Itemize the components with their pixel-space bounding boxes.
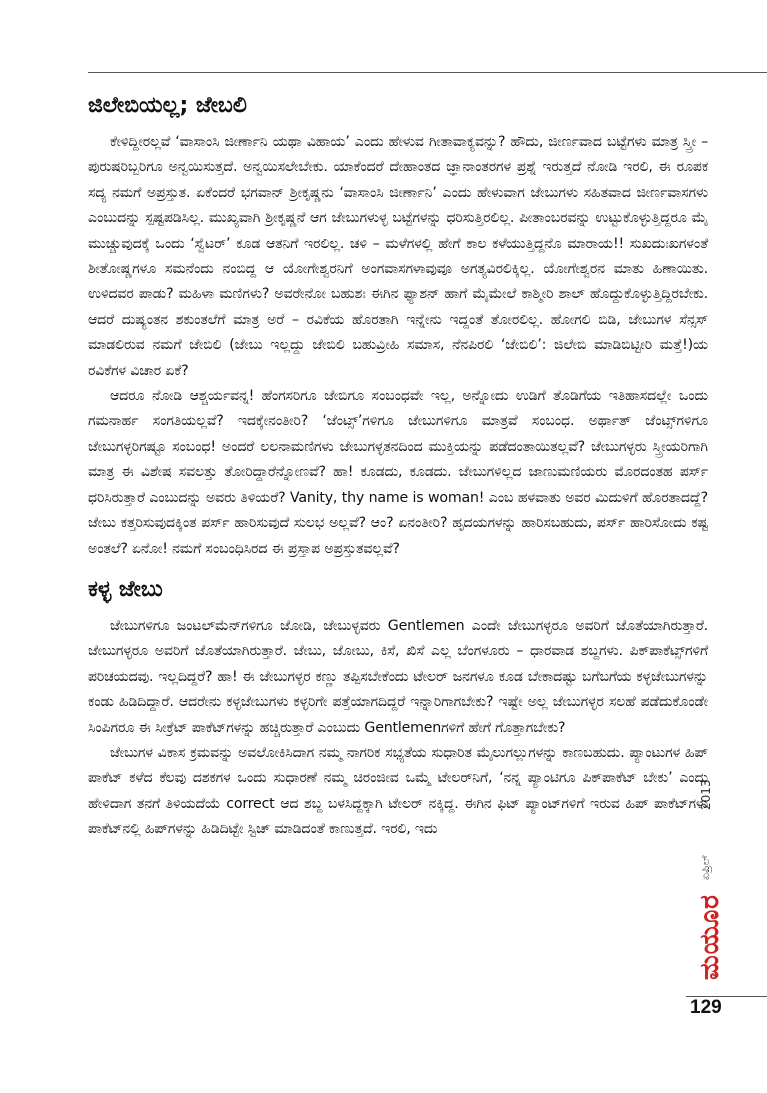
magazine-logo: ಮಯೂರ: [695, 894, 725, 980]
section-heading-jelebi: ಜಿಲೇಬಿಯಲ್ಲ; ಜೇಬಲಿ: [88, 93, 247, 118]
paragraph-4: ಜೇಬುಗಳ ವಿಕಾಸ ಕ್ರಮವನ್ನು ಅವಲೋಕಿಸಿದಾಗ ನಮ್ಮ ನಾಗರಿಕ ಸಭ್ಯತೆಯ ಸುಧಾರಿತ ಮೈಲುಗಲ್ಲುಗಳನ್ನು ಕಾಣಬಹುದು. ಪ್ಯಾಂಟುಗಳ ಹಿಪ್ ಪಾಕೆಟ್ ಕಳೆದ ಕೆಲವು ದಶಕಗಳ ಒಂದು ಸುಧಾರಣೆ ನಮ್ಮ ಚಿರಂಜೀವ ಒಮ್ಮೆ ಟೇಲರ್‌ನಿಗೆ, ‘ನನ್ನ ಪ್ಯಾಂಟಿಗೂ ಪಿಕ್‌ಪಾಕೆಟ್ ಬೇಕು’ ಎಂದು ಹೇಳಿದಾಗ ತನಗೆ ತಿಳಿಯದೆಯೆ correct ಆದ ಶಬ್ದ ಬಳಸಿದ್ದಕ್ಕಾಗಿ ಟೇಲರ್ ನಕ್ಕಿದ್ದ. ಈಗಿನ ಫಿಟ್ ಪ್ಯಾಂಟ್‌ಗಳಿಗೆ ಇರುವ ಹಿಪ್ ಪಾಕೆಟ್‌ಗಳು ಪಾಕೆಟ್‌ನಲ್ಲಿ ಹಿಪ್‌ಗಳನ್ನು ಹಿಡಿದಿಟ್ಟೇ ಸ್ಟಿಚ್ ಮಾಡಿದಂತೆ ಕಾಣುತ್ತದೆ. ಇರಲಿ, ಇದು: [88, 744, 708, 838]
magazine-sidebar: [693, 780, 723, 980]
page-number: 129: [690, 997, 722, 1018]
issue-month: ಏಪ್ರಿಲ್: [699, 854, 712, 880]
top-rule: [88, 72, 767, 73]
paragraph-1: ಕೇಳಿದ್ದೀರಲ್ಲವೆ ‘ವಾಸಾಂಸಿ ಜೀರ್ಣಾನಿ ಯಥಾ ವಿಹಾಯ’ ಎಂದು ಹೇಳುವ ಗೀತಾವಾಕ್ಯವನ್ನು? ಹೌದು, ಜೀರ್ಣವಾದ ಬಟ್ಟೆಗಳು ಮಾತ್ರ ಸ್ತ್ರೀ – ಪುರುಷರಿಬ್ಬರಿಗೂ ಅನ್ವಯಿಸುತ್ತದೆ. ಅನ್ವಯಿಸಲೇಬೇಕು. ಯಾಕೆಂದರೆ ದೇಹಾಂತದ ಜ್ಞಾನಾಂತರಗಳ ಪ್ರಶ್ನೆ ಇರುತ್ತದೆ ನೋಡಿ ಇರಲಿ, ಈ ರೂಪಕ ಸದ್ಯ ನಮಗೆ ಅಪ್ರಸ್ತುತ. ಏಕೆಂದರೆ ಭಗವಾನ್ ಶ್ರೀಕೃಷ್ಣನು ‘ವಾಸಾಂಸಿ ಜೀರ್ಣಾನಿ’ ಎಂದು ಹೇಳುವಾಗ ಜೇಬುಗಳು ಸಹಿತವಾದ ಜೀರ್ಣವಾಸಗಳು ಎಂಬುದನ್ನು ಸ್ಪಷ್ಟಪಡಿಸಿಲ್ಲ. ಮುಖ್ಯವಾಗಿ ಶ್ರೀಕೃಷ್ಣನೆ ಆಗ ಜೇಬುಗಳುಳ್ಳ ಬಟ್ಟೆಗಳನ್ನು ಧರಿಸುತ್ತಿರಲಿಲ್ಲ. ಪೀತಾಂಬರವನ್ನು ಉಟ್ಟುಕೊಳ್ಳುತ್ತಿದ್ದರೂ ಮೈ ಮುಚ್ಚುವುದಕ್ಕೆ ಒಂದು ‘ಸ್ವೆಟರ್’ ಕೂಡ ಆತನಿಗೆ ಇರಲಿಲ್ಲ. ಚಳಿ – ಮಳೆಗಳಲ್ಲಿ ಹೇಗೆ ಕಾಲ ಕಳೆಯುತ್ತಿದ್ದನೊ ಮಾರಾಯ!! ಸುಖದುಃಖಗಳಂತೆ ಶೀತೋಷ್ಣಗಳೂ ಸಮನೆಂದು ನಂಬಿದ್ದ ಆ ಯೋಗೇಶ್ವರನಿಗೆ ಅಂಗವಾಸಗಳಾವುವೂ ಅಗತ್ಯವಿರಲಿಕ್ಕಿಲ್ಲ. ಯೋಗೇಶ್ವರನ ಮಾತು ಹಿಣಾಯಿತು. ಉಳಿದವರ ಪಾಡು? ಮಹಿಳಾ ಮಣಿಗಳು? ಅವರೇನೋ ಬಹುಶಃ ಈಗಿನ ಫ್ಯಾಶನ್ ಹಾಗೆ ಮೈಮೇಲೆ ಕಾಶ್ಮೀರಿ ಶಾಲ್ ಹೊದ್ದುಕೊಳ್ಳುತ್ತಿದ್ದಿರಬೇಕು. ಆದರೆ ದುಷ್ಯಂತನ ಶಕುಂತಲೆಗೆ ಮಾತ್ರ ಅರೆ – ರವಿಕೆಯ ಹೊರತಾಗಿ ಇನ್ನೇನು ಇದ್ದಂತೆ ತೋರಲಿಲ್ಲ. ಹೋಗಲಿ ಬಿಡಿ, ಜೇಬುಗಳ ಸೆನ್ಸಸ್ ಮಾಡಲಿರುವ ನಮಗೆ ಜೇಬಿಲಿ (ಜೇಬು ಇಲ್ಲದ್ದು ಜೇಬಿಲಿ ಬಹುವ್ರೀಹಿ ಸಮಾಸ, ನೆನಪಿರಲಿ ‘ಜೇಬಿಲಿ’: ಜಿಲೇಬಿ ಮಾಡಿಬಿಟ್ಟೀರಿ ಮತ್ತೆ!)ಯ ರವಿಕೆಗಳ ವಿಚಾರ ಏಕೆ?: [88, 134, 708, 379]
article-body: [88, 88, 708, 843]
section-heading-kalla-jebu: ಕಳ್ಳ ಜೇಬು: [88, 576, 163, 602]
issue-year: 2013: [699, 779, 713, 810]
paragraph-3: ಜೇಬುಗಳಿಗೂ ಜಂಟಲ್‌ಮೆನ್‌ಗಳಿಗೂ ಜೋಡಿ, ಜೇಬುಳ್ಳವರು Gentlemen ಎಂದೇ ಜೇಬುಗಳ್ಳರೂ ಅವರಿಗೆ ಜೊತೆಯಾಗಿರುತ್ತಾರೆ. ಜೇಬುಗಳ್ಳರೂ ಅವರಿಗೆ ಜೊತೆಯಾಗಿರುತ್ತಾರೆ. ಜೇಬು, ಜೋಬು, ಕಿಸೆ, ಖಿಸೆ ಎಲ್ಲ ಬೆಂಗಳೂರು – ಧಾರವಾಡ ಶಬ್ದಗಳು. ಪಿಕ್‌ಪಾಕೆಟ್ಸ್‌ಗಳಿಗೆ ಪರಿಚಯದವು. ಇಲ್ಲದಿದ್ದರೆ? ಹಾ! ಈ ಜೇಬುಗಳ್ಳರ ಕಣ್ಣು ತಪ್ಪಿಸಬೇಕೆಂದು ಟೇಲರ್ ಜನಗಳೂ ಕೂಡ ಬೇಕಾದಷ್ಟು ಬಗೆಬಗೆಯ ಕಳ್ಳಜೇಬುಗಳನ್ನು ಕಂಡು ಹಿಡಿದಿದ್ದಾರೆ. ಆದರೇನು ಕಳ್ಳಜೇಬುಗಳು ಕಳ್ಳರಿಗೇ ಪತ್ತೆಯಾಗದಿದ್ದರೆ ಇನ್ನಾರಿಗಾಗಬೇಕು? ಇಷ್ಟೇ ಅಲ್ಲ ಜೇಬುಗಳ್ಳರ ಸಲಹೆ ಪಡೆದುಕೊಂಡೇ ಸಿಂಪಿಗರೂ ಈ ಸೀಕ್ರೆಟ್ ಪಾಕೆಟ್‌ಗಳನ್ನು ಹಚ್ಚಿರುತ್ತಾರೆ ಎಂಬುದು Gentlemenಗಳಿಗೆ ಹೇಗೆ ಗೊತ್ತಾಗಬೇಕು?: [88, 617, 708, 736]
paragraph-2: ಆದರೂ ನೋಡಿ ಆಶ್ಚರ್ಯವನ್ನ! ಹೆಂಗಸರಿಗೂ ಜೇಬಿಗೂ ಸಂಬಂಧವೇ ಇಲ್ಲ, ಅನ್ನೋದು ಉಡಿಗೆ ತೊಡಿಗೆಯ ಇತಿಹಾಸದಲ್ಲೇ ಒಂದು ಗಮನಾರ್ಹ ಸಂಗತಿಯಲ್ಲವೆ? ಇದಕ್ಕೇನಂತೀರಿ? ‘ಜೆಂಟ್ಸ್’ಗಳಿಗೂ ಜೇಬುಗಳಿಗೂ ಮಾತ್ರವೆ ಸಂಬಂಧ. ಅರ್ಥಾತ್ ಜೆಂಟ್ಸ್‌ಗಳಿಗೂ ಜೇಬುಗಳ್ಳರಿಗಷ್ಟೂ ಸಂಬಂಧ! ಅಂದರೆ ಲಲನಾಮಣಿಗಳು ಜೇಬುಗಳ್ಳತನದಿಂದ ಮುಕ್ತಿಯನ್ನು ಪಡೆದಂತಾಯಿತಲ್ಲವೆ? ಜೇಬುಗಳ್ಳರು ಸ್ತ್ರೀಯರಿಗಾಗಿ ಮಾತ್ರ ಈ ವಿಶೇಷ ಸವಲತ್ತು ತೋರಿದ್ದಾರೆನ್ನೋಣವೆ? ಹಾ! ಕೂಡದು, ಕೂಡದು. ಜೇಬುಗಳಿಲ್ಲದ ಜಾಣುಮಣಿಯರು ಮೊರದಂತಹ ಪರ್ಸ್ ಧರಿಸಿರುತ್ತಾರೆ ಎಂಬುದನ್ನು ಅವರು ತಿಳಿಯರೆ? Vanity, thy name is woman! ಎಂಬ ಹಳವಾತು ಅವರ ಮಿದುಳಿಗೆ ಹೊರತಾದದ್ದೆ? ಜೇಬು ಕತ್ತರಿಸುವುದಕ್ಕಿಂತ ಪರ್ಸ್ ಹಾರಿಸುವುದೆ ಸುಲಭ ಅಲ್ಲವೆ? ಆಂ? ಏನಂತೀರಿ? ಹೃದಯಗಳನ್ನು ಹಾರಿಸಬಹುದು, ಪರ್ಸ್ ಹಾರಿಸೋದು ಕಷ್ಟ ಅಂತಲೆ? ಏನೋ! ನಮಗೆ ಸಂಬಂಧಿಸಿರದ ಈ ಪ್ರಸ್ತಾಪ ಅಪ್ರಸ್ತುತವಲ್ಲವೆ?: [88, 388, 708, 557]
